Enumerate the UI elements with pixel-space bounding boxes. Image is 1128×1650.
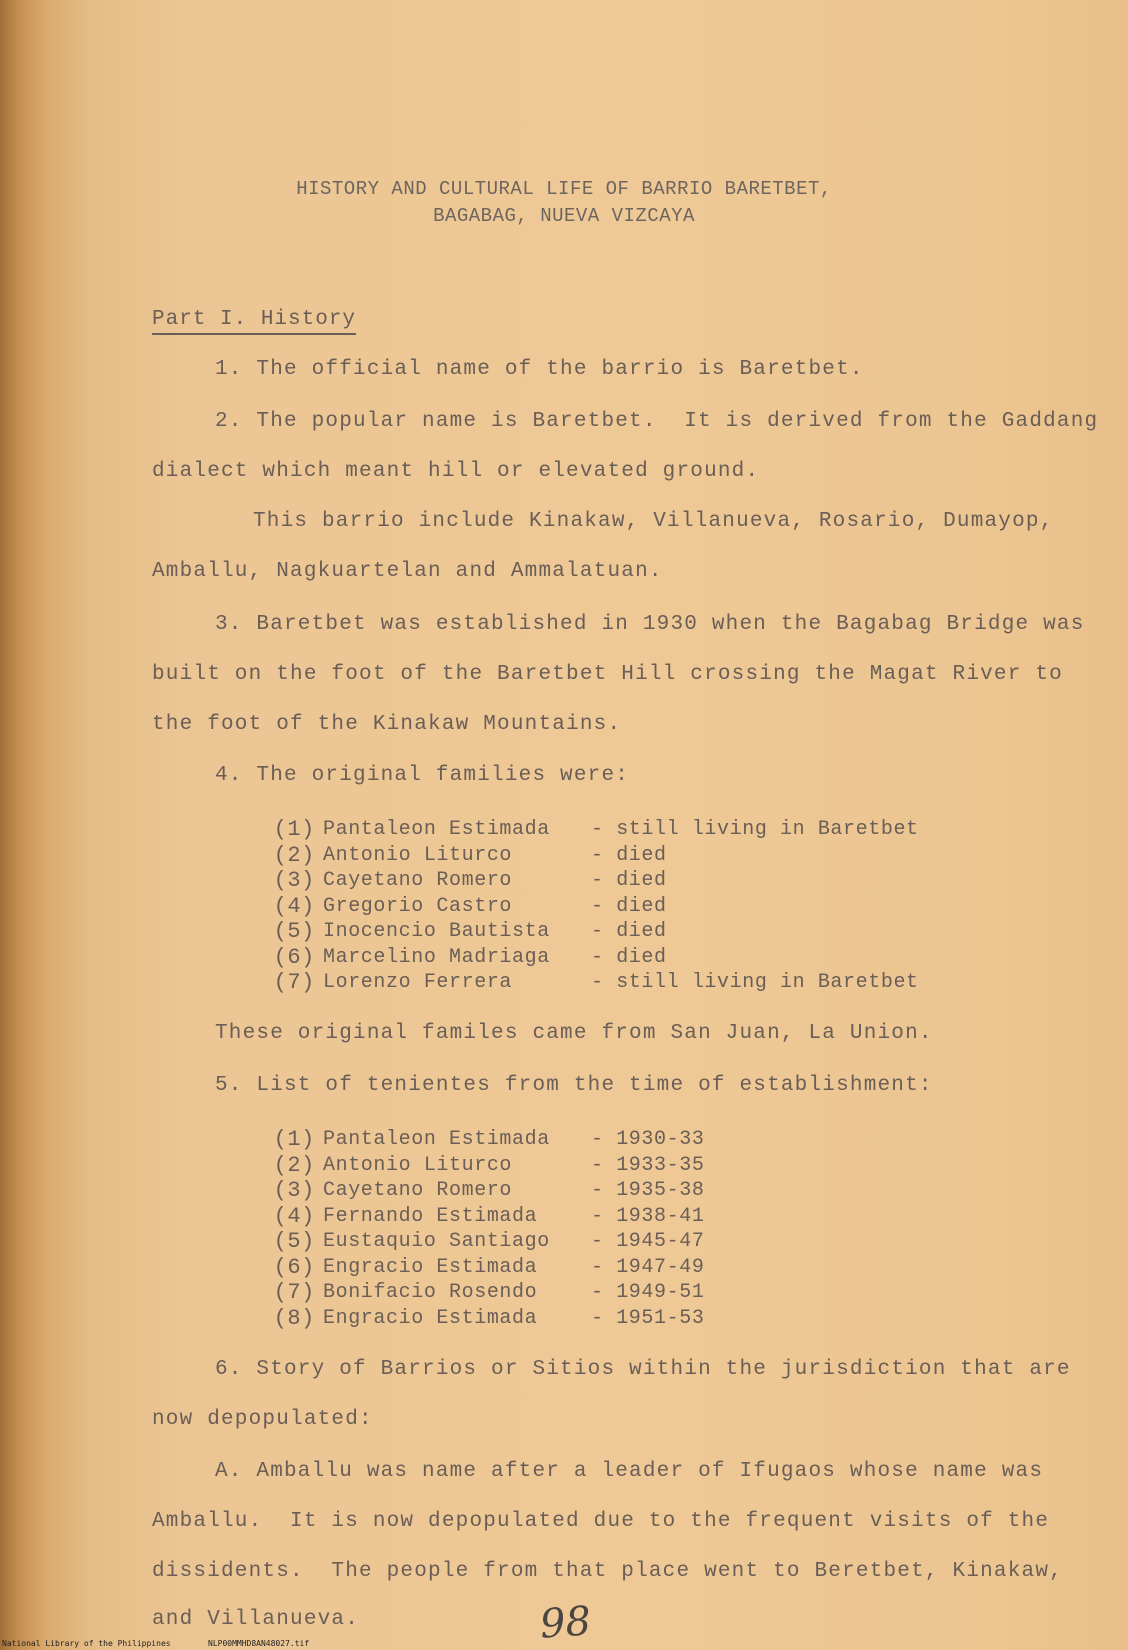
item-6-line-2: now depopulated: [152,1408,373,1431]
family-number: (3) [273,868,315,893]
family-number: (1) [273,817,315,842]
item-2-line-1: 2. The popular name is Baretbet. It is derived from the Gaddang [215,410,1099,433]
family-number: (5) [273,919,315,944]
teniente-number: (4) [273,1203,315,1229]
family-row [265,945,919,971]
footer-file-id: NLP00MMHD8AN48027.tif [208,1639,310,1648]
family-status: - died [591,920,667,943]
teniente-years: - 1947-49 [591,1255,705,1279]
families-origin: These original familes came from San Juan, La Union. [215,1022,933,1045]
family-name: Cayetano Romero [323,869,513,892]
family-name: Antonio Liturco [323,843,513,867]
family-number: (2) [273,842,315,868]
part-heading: Part I. History [152,308,356,335]
family-row [265,894,919,920]
family-name: Marcelino Madriaga [323,945,550,969]
teniente-row [265,1127,704,1153]
family-status: - died [591,945,667,969]
family-status: - still living in Baretbet [591,971,919,994]
teniente-number: (5) [273,1229,315,1254]
teniente-number: (3) [273,1178,315,1203]
family-number: (7) [273,970,315,995]
teniente-number: (8) [273,1305,315,1331]
item-2-line-2: dialect which meant hill or elevated ground. [152,460,760,483]
teniente-row [265,1153,704,1179]
item-a-line-4: and Villanueva. [152,1608,360,1631]
tenientes-list [265,1127,704,1331]
teniente-years: - 1951-53 [591,1306,705,1330]
teniente-years: - 1949-51 [591,1281,705,1304]
document-title-line-2: BAGABAG, NUEVA VIZCAYA [433,205,695,227]
document-title-line-1: HISTORY AND CULTURAL LIFE OF BARRIO BARETBET, [296,178,832,200]
teniente-name: Eustaquio Santiago [323,1230,550,1253]
family-name: Gregorio Castro [323,894,513,918]
teniente-number: (6) [273,1254,315,1280]
teniente-name: Fernando Estimada [323,1204,538,1228]
teniente-row [265,1306,704,1332]
teniente-years: - 1930-33 [591,1128,705,1151]
item-6-line-1: 6. Story of Barrios or Sitios within the jurisdiction that are [215,1358,1071,1381]
family-status: - died [591,843,667,867]
teniente-row [265,1280,704,1306]
item-4: 4. The original families were: [215,764,630,787]
item-a-line-3: dissidents. The people from that place went to Beretbet, Kinakaw, [152,1560,1063,1583]
family-row [265,919,919,945]
item-3-line-1: 3. Baretbet was established in 1930 when the Bagabag Bridge was [215,613,1085,636]
page-number-text: 98 [538,1598,593,1648]
family-row [265,843,919,869]
scan-footer [0,1638,1128,1650]
item-5: 5. List of tenientes from the time of establishment: [215,1074,933,1097]
teniente-row [265,1255,704,1281]
family-status: - died [591,894,667,918]
teniente-number: (2) [273,1152,315,1178]
teniente-years: - 1935-38 [591,1179,705,1202]
teniente-name: Pantaleon Estimada [323,1128,550,1151]
teniente-name: Antonio Liturco [323,1153,513,1177]
family-status: - died [591,869,667,892]
family-status: - still living in Baretbet [591,818,919,841]
teniente-years: - 1938-41 [591,1204,705,1228]
item-a-line-2: Amballu. It is now depopulated due to the frequent visits of the [152,1510,1050,1533]
teniente-years: - 1933-35 [591,1153,705,1177]
footer-library: National Library of the Philippines [2,1639,171,1648]
teniente-number: (1) [273,1127,315,1152]
include-line-2: Amballu, Nagkuartelan and Ammalatuan. [152,560,663,583]
family-number: (6) [273,944,315,970]
teniente-row [265,1229,704,1255]
teniente-name: Engracio Estimada [323,1306,538,1330]
teniente-name: Cayetano Romero [323,1179,513,1202]
family-number: (4) [273,893,315,919]
family-name: Pantaleon Estimada [323,818,550,841]
teniente-name: Bonifacio Rosendo [323,1281,538,1304]
teniente-row [265,1204,704,1230]
teniente-name: Engracio Estimada [323,1255,538,1279]
family-name: Lorenzo Ferrera [323,971,513,994]
item-3-line-3: the foot of the Kinakaw Mountains. [152,713,622,736]
teniente-row [265,1178,704,1204]
original-families-list [265,817,919,996]
item-3-line-2: built on the foot of the Baretbet Hill crossing the Magat River to [152,663,1063,686]
family-row [265,970,919,996]
include-line-1: This barrio include Kinakaw, Villanueva, Rosario, Dumayop, [253,510,1054,533]
family-name: Inocencio Bautista [323,920,550,943]
teniente-years: - 1945-47 [591,1230,705,1253]
item-a-line-1: A. Amballu was name after a leader of Ifugaos whose name was [215,1460,1044,1483]
teniente-number: (7) [273,1280,315,1305]
family-row [265,817,919,843]
item-1: 1. The official name of the barrio is Baretbet. [215,358,864,381]
family-row [265,868,919,894]
